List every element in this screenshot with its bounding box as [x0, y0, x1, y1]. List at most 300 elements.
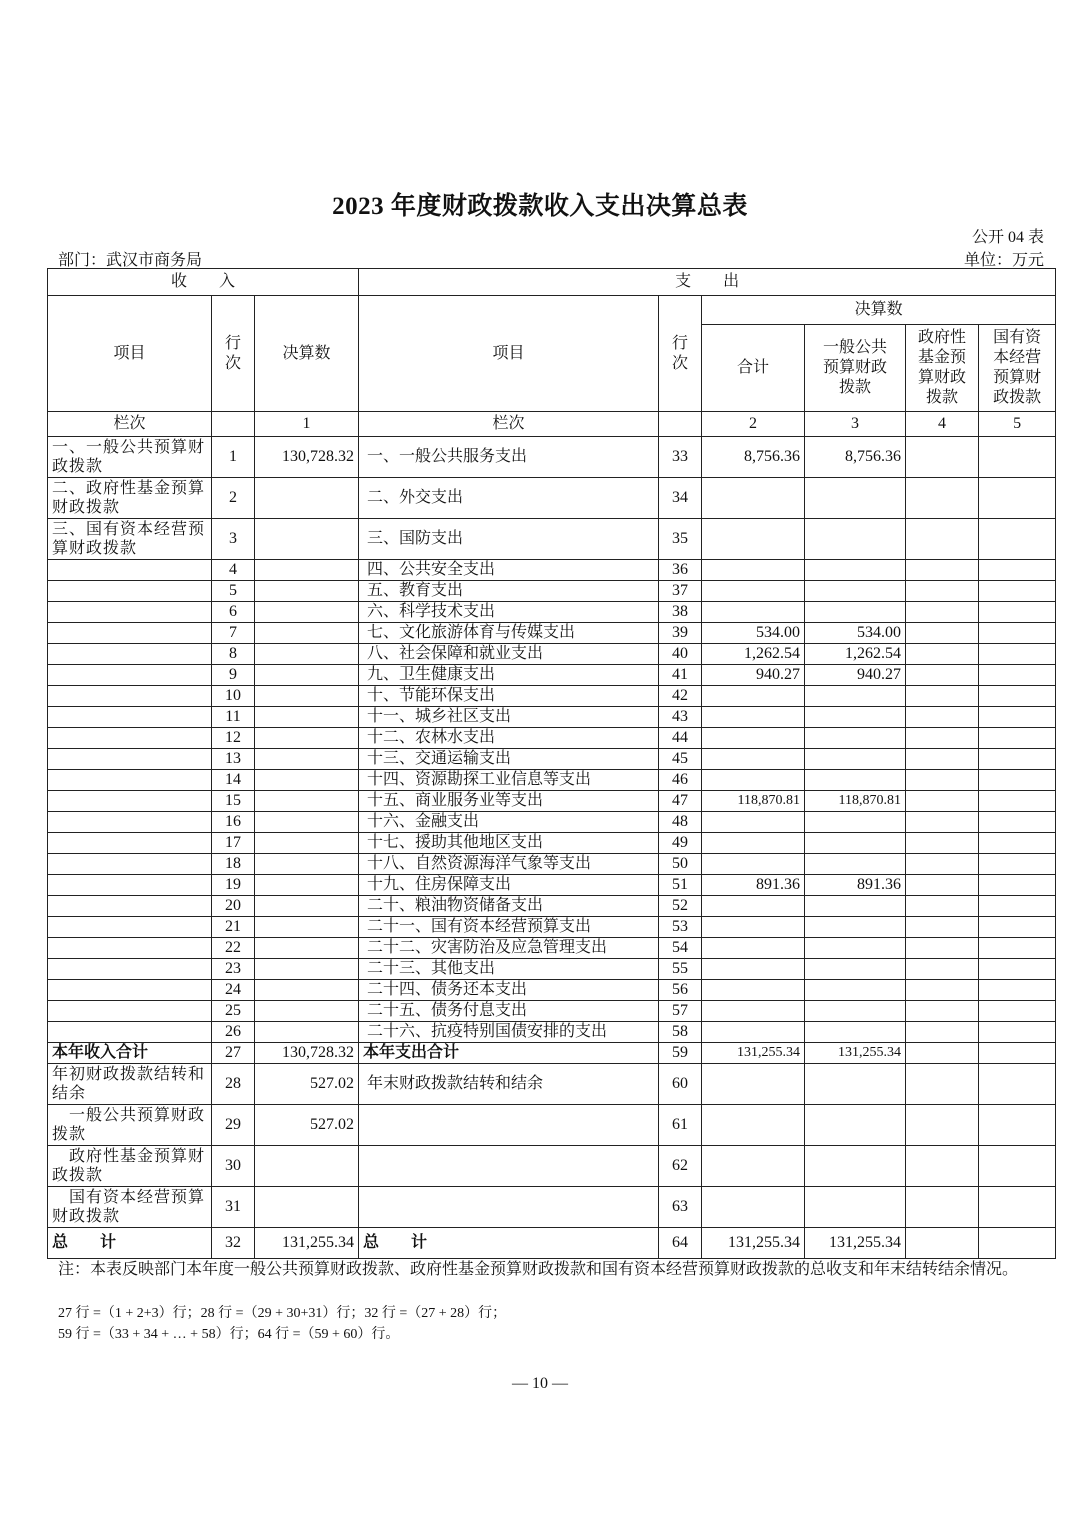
report-title: 2023 年度财政拨款收入支出决算总表 [332, 193, 748, 220]
state-capital-amount-cell [979, 854, 1056, 875]
state-capital-amount-cell [979, 749, 1056, 770]
total-amount-cell: 1,262.54 [702, 644, 805, 665]
income-row-no-cell: 18 [212, 854, 255, 875]
gov-fund-amount-cell [906, 1022, 979, 1043]
income-amount-cell [255, 770, 359, 791]
income-amount-cell [255, 749, 359, 770]
state-capital-amount-cell [979, 1146, 1056, 1187]
total-amount-cell: 940.27 [702, 665, 805, 686]
state-capital-amount-cell [979, 560, 1056, 581]
general-budget-amount-cell [805, 581, 906, 602]
income-item-cell [48, 1001, 212, 1022]
expense-row-no-cell: 59 [659, 1043, 702, 1064]
total-amount-cell [702, 581, 805, 602]
general-budget-amount-cell: 131,255.34 [805, 1228, 906, 1259]
page-number: — 10 — [512, 1375, 568, 1392]
total-amount-cell [702, 980, 805, 1001]
state-capital-amount-cell [979, 644, 1056, 665]
state-capital-amount-cell [979, 938, 1056, 959]
total-amount-cell [702, 749, 805, 770]
expense-item-cell: 三、国防支出 [359, 519, 659, 560]
income-amount-cell [255, 1187, 359, 1228]
gov-fund-amount-cell [906, 644, 979, 665]
table-row [48, 1146, 1056, 1187]
income-item-cell [48, 581, 212, 602]
col-index-2: 2 [702, 412, 805, 437]
expense-row-no-cell: 57 [659, 1001, 702, 1022]
income-amount-cell: 130,728.32 [255, 1043, 359, 1064]
amount-group-header: 决算数 [702, 296, 1056, 325]
general-budget-amount-cell: 940.27 [805, 665, 906, 686]
total-amount-cell [702, 1187, 805, 1228]
expense-row-no-cell: 47 [659, 791, 702, 812]
income-item-cell [48, 938, 212, 959]
expense-item-cell: 二、外交支出 [359, 478, 659, 519]
col-index-1: 1 [255, 412, 359, 437]
income-row-no-cell: 25 [212, 1001, 255, 1022]
gov-fund-amount-cell [906, 665, 979, 686]
income-amount-cell [255, 1146, 359, 1187]
expense-row-no-cell: 38 [659, 602, 702, 623]
state-capital-amount-cell [979, 1043, 1056, 1064]
state-capital-amount-cell [979, 1022, 1056, 1043]
general-budget-amount-cell [805, 770, 906, 791]
table-row [48, 980, 1056, 1001]
table-row [48, 1064, 1056, 1105]
total-amount-cell: 534.00 [702, 623, 805, 644]
expense-item-cell: 七、文化旅游体育与传媒支出 [359, 623, 659, 644]
expense-row-no-cell: 42 [659, 686, 702, 707]
expense-row-no-cell: 40 [659, 644, 702, 665]
general-budget-amount-cell [805, 560, 906, 581]
expense-row-no-cell: 39 [659, 623, 702, 644]
general-budget-amount-cell [805, 980, 906, 1001]
income-row-no-cell: 10 [212, 686, 255, 707]
income-amount-cell [255, 581, 359, 602]
gov-fund-amount-cell [906, 519, 979, 560]
general-budget-amount-cell [805, 707, 906, 728]
income-amount-cell [255, 560, 359, 581]
total-header: 合计 [702, 325, 805, 412]
income-item-cell: 二、政府性基金预算财政拨款 [48, 478, 212, 519]
general-budget-amount-cell [805, 812, 906, 833]
income-amount-cell [255, 519, 359, 560]
expense-item-cell: 十八、自然资源海洋气象等支出 [359, 854, 659, 875]
table-row [48, 1187, 1056, 1228]
income-item-cell [48, 560, 212, 581]
income-amount-cell [255, 623, 359, 644]
gov-fund-amount-cell [906, 896, 979, 917]
income-row-no-cell: 2 [212, 478, 255, 519]
income-item-cell [48, 896, 212, 917]
income-amount-cell [255, 875, 359, 896]
income-amount-cell [255, 602, 359, 623]
expense-row-no-cell: 41 [659, 665, 702, 686]
expense-item-cell: 六、科学技术支出 [359, 602, 659, 623]
formula-note-1: 27 行 =（1 + 2+3）行；28 行 =（29 + 30+31）行；32 行 =（27 + 28）行； [58, 1306, 507, 1321]
expense-item-cell: 十二、农林水支出 [359, 728, 659, 749]
income-item-cell [48, 980, 212, 1001]
income-item-cell: 年初财政拨款结转和结余 [48, 1064, 212, 1105]
income-item-cell [48, 770, 212, 791]
total-amount-cell: 131,255.34 [702, 1043, 805, 1064]
gov-fund-amount-cell [906, 728, 979, 749]
col-label-expense: 栏次 [359, 412, 659, 437]
table-row [48, 623, 1056, 644]
income-item-header: 项目 [48, 296, 212, 412]
general-budget-amount-cell: 534.00 [805, 623, 906, 644]
total-amount-cell: 118,870.81 [702, 791, 805, 812]
gov-fund-amount-cell [906, 917, 979, 938]
total-amount-cell [702, 833, 805, 854]
expense-item-cell: 总 计 [359, 1228, 659, 1259]
total-amount-cell [702, 1022, 805, 1043]
expense-row-no-cell: 45 [659, 749, 702, 770]
total-amount-cell [702, 917, 805, 938]
expense-item-cell: 十、节能环保支出 [359, 686, 659, 707]
income-amount-cell [255, 644, 359, 665]
gov-fund-header: 政府性基金预算财政拨款 [906, 325, 979, 412]
income-amount-cell [255, 917, 359, 938]
income-amount-cell: 131,255.34 [255, 1228, 359, 1259]
expense-item-cell: 年末财政拨款结转和结余 [359, 1064, 659, 1105]
income-item-cell [48, 917, 212, 938]
income-amount-cell: 527.02 [255, 1105, 359, 1146]
income-row-no-cell: 32 [212, 1228, 255, 1259]
table-row [48, 581, 1056, 602]
total-amount-cell [702, 728, 805, 749]
income-amount-cell [255, 1022, 359, 1043]
income-row-no-cell: 21 [212, 917, 255, 938]
total-amount-cell [702, 1105, 805, 1146]
table-row [48, 896, 1056, 917]
expense-row-no-cell: 35 [659, 519, 702, 560]
general-budget-amount-cell [805, 938, 906, 959]
general-budget-amount-cell [805, 917, 906, 938]
table-row [48, 1043, 1056, 1064]
expense-row-no-cell: 43 [659, 707, 702, 728]
total-amount-cell [702, 707, 805, 728]
table-row [48, 665, 1056, 686]
total-amount-cell [702, 1001, 805, 1022]
table-row [48, 1001, 1056, 1022]
income-row-no-cell: 9 [212, 665, 255, 686]
table-row [48, 1228, 1056, 1259]
income-amount-cell [255, 478, 359, 519]
table-row [48, 875, 1056, 896]
table-row [48, 686, 1056, 707]
income-row-no-cell: 14 [212, 770, 255, 791]
gov-fund-amount-cell [906, 1064, 979, 1105]
col-index-5: 5 [979, 412, 1056, 437]
income-item-cell [48, 791, 212, 812]
income-item-cell: 一般公共预算财政拨款 [48, 1105, 212, 1146]
gov-fund-amount-cell [906, 770, 979, 791]
general-budget-amount-cell [805, 1187, 906, 1228]
state-capital-amount-cell [979, 1105, 1056, 1146]
income-amount-cell: 130,728.32 [255, 437, 359, 478]
general-budget-amount-cell [805, 686, 906, 707]
footnote: 注：本表反映部门本年度一般公共预算财政拨款、政府性基金预算财政拨款和国有资本经营预算财政拨款的总收支和年末结转结余情况。 [58, 1261, 1019, 1278]
total-amount-cell [702, 896, 805, 917]
general-budget-header: 一般公共预算财政拨款 [805, 325, 906, 412]
gov-fund-amount-cell [906, 1043, 979, 1064]
table-row [48, 791, 1056, 812]
expense-row-no-cell: 46 [659, 770, 702, 791]
general-budget-amount-cell [805, 749, 906, 770]
state-capital-amount-cell [979, 581, 1056, 602]
total-amount-cell [702, 770, 805, 791]
state-capital-amount-cell [979, 728, 1056, 749]
expense-item-cell [359, 1146, 659, 1187]
general-budget-amount-cell [805, 602, 906, 623]
income-row-no-cell: 23 [212, 959, 255, 980]
income-row-no-cell: 19 [212, 875, 255, 896]
income-row-no-cell: 27 [212, 1043, 255, 1064]
total-amount-cell: 131,255.34 [702, 1228, 805, 1259]
income-amount-cell: 527.02 [255, 1064, 359, 1105]
income-item-cell [48, 644, 212, 665]
general-budget-amount-cell [805, 1001, 906, 1022]
expense-row-no-cell: 49 [659, 833, 702, 854]
income-row-no-cell: 22 [212, 938, 255, 959]
gov-fund-amount-cell [906, 791, 979, 812]
income-row-no-cell: 16 [212, 812, 255, 833]
expense-item-cell: 十六、金融支出 [359, 812, 659, 833]
income-row-no-cell: 12 [212, 728, 255, 749]
income-amount-cell [255, 938, 359, 959]
table-body [48, 269, 1056, 1259]
gov-fund-amount-cell [906, 938, 979, 959]
general-budget-amount-cell [805, 833, 906, 854]
state-capital-amount-cell [979, 1228, 1056, 1259]
income-item-cell [48, 623, 212, 644]
total-amount-cell [702, 854, 805, 875]
income-amount-cell [255, 791, 359, 812]
expense-item-cell: 十七、援助其他地区支出 [359, 833, 659, 854]
state-capital-amount-cell [979, 833, 1056, 854]
expense-item-cell: 十三、交通运输支出 [359, 749, 659, 770]
income-item-cell [48, 875, 212, 896]
gov-fund-amount-cell [906, 749, 979, 770]
formula-note-2: 59 行 =（33 + 34 + … + 58）行；64 行 =（59 + 60）行。 [58, 1327, 400, 1342]
budget-summary-table [47, 268, 1056, 1259]
col-index-empty-1 [212, 412, 255, 437]
income-amount-header: 决算数 [255, 296, 359, 412]
general-budget-amount-cell [805, 519, 906, 560]
expense-row-no-header: 行次 [659, 296, 702, 412]
state-capital-amount-cell [979, 707, 1056, 728]
gov-fund-amount-cell [906, 1105, 979, 1146]
state-capital-amount-cell [979, 602, 1056, 623]
expense-item-cell [359, 1105, 659, 1146]
income-row-no-header: 行次 [212, 296, 255, 412]
header-row-1 [48, 269, 1056, 296]
income-amount-cell [255, 812, 359, 833]
income-row-no-cell: 20 [212, 896, 255, 917]
state-capital-amount-cell [979, 980, 1056, 1001]
expense-row-no-cell: 62 [659, 1146, 702, 1187]
income-row-no-cell: 26 [212, 1022, 255, 1043]
gov-fund-amount-cell [906, 812, 979, 833]
general-budget-amount-cell [805, 728, 906, 749]
expense-item-cell: 四、公共安全支出 [359, 560, 659, 581]
total-amount-cell [702, 602, 805, 623]
general-budget-amount-cell [805, 1064, 906, 1105]
table-code: 公开 04 表 [971, 229, 1044, 246]
total-amount-cell [702, 938, 805, 959]
state-capital-amount-cell [979, 519, 1056, 560]
income-row-no-cell: 1 [212, 437, 255, 478]
state-capital-amount-cell [979, 917, 1056, 938]
table-row [48, 812, 1056, 833]
income-row-no-cell: 24 [212, 980, 255, 1001]
col-index-empty-2 [659, 412, 702, 437]
total-amount-cell [702, 519, 805, 560]
state-capital-amount-cell [979, 478, 1056, 519]
state-capital-amount-cell [979, 1064, 1056, 1105]
gov-fund-amount-cell [906, 686, 979, 707]
income-row-no-cell: 8 [212, 644, 255, 665]
income-item-cell [48, 602, 212, 623]
expense-item-cell: 一、一般公共服务支出 [359, 437, 659, 478]
state-capital-header: 国有资本经营预算财政拨款 [979, 325, 1056, 412]
expense-row-no-cell: 58 [659, 1022, 702, 1043]
total-amount-cell [702, 686, 805, 707]
expense-item-cell: 二十一、国有资本经营预算支出 [359, 917, 659, 938]
state-capital-amount-cell [979, 437, 1056, 478]
expense-row-no-cell: 51 [659, 875, 702, 896]
table-row [48, 519, 1056, 560]
table-row [48, 749, 1056, 770]
expense-header: 支 出 [359, 269, 1056, 296]
income-row-no-cell: 13 [212, 749, 255, 770]
table-row [48, 833, 1056, 854]
state-capital-amount-cell [979, 791, 1056, 812]
table-row [48, 917, 1056, 938]
expense-item-cell: 二十、粮油物资储备支出 [359, 896, 659, 917]
income-amount-cell [255, 707, 359, 728]
expense-row-no-cell: 50 [659, 854, 702, 875]
table-row [48, 478, 1056, 519]
total-amount-cell [702, 1146, 805, 1187]
income-row-no-cell: 29 [212, 1105, 255, 1146]
table-row [48, 644, 1056, 665]
income-item-cell: 本年收入合计 [48, 1043, 212, 1064]
col-index-4: 4 [906, 412, 979, 437]
income-item-cell [48, 728, 212, 749]
general-budget-amount-cell [805, 959, 906, 980]
expense-row-no-cell: 61 [659, 1105, 702, 1146]
expense-row-no-cell: 48 [659, 812, 702, 833]
gov-fund-amount-cell [906, 959, 979, 980]
expense-item-cell: 本年支出合计 [359, 1043, 659, 1064]
header-row-2 [48, 296, 1056, 325]
gov-fund-amount-cell [906, 833, 979, 854]
gov-fund-amount-cell [906, 1146, 979, 1187]
gov-fund-amount-cell [906, 1187, 979, 1228]
expense-item-cell: 二十三、其他支出 [359, 959, 659, 980]
income-header: 收 入 [48, 269, 359, 296]
income-item-cell: 三、国有资本经营预算财政拨款 [48, 519, 212, 560]
state-capital-amount-cell [979, 812, 1056, 833]
expense-row-no-cell: 63 [659, 1187, 702, 1228]
income-row-no-cell: 30 [212, 1146, 255, 1187]
income-item-cell [48, 854, 212, 875]
gov-fund-amount-cell [906, 623, 979, 644]
gov-fund-amount-cell [906, 560, 979, 581]
column-index-row [48, 412, 1056, 437]
state-capital-amount-cell [979, 623, 1056, 644]
expense-item-cell: 二十二、灾害防治及应急管理支出 [359, 938, 659, 959]
state-capital-amount-cell [979, 875, 1056, 896]
gov-fund-amount-cell [906, 478, 979, 519]
income-item-cell [48, 833, 212, 854]
table-row [48, 707, 1056, 728]
table-row [48, 602, 1056, 623]
income-amount-cell [255, 833, 359, 854]
state-capital-amount-cell [979, 770, 1056, 791]
income-item-cell: 政府性基金预算财政拨款 [48, 1146, 212, 1187]
expense-row-no-cell: 56 [659, 980, 702, 1001]
income-row-no-cell: 3 [212, 519, 255, 560]
expense-row-no-cell: 52 [659, 896, 702, 917]
expense-item-cell: 五、教育支出 [359, 581, 659, 602]
state-capital-amount-cell [979, 959, 1056, 980]
expense-item-cell: 十一、城乡社区支出 [359, 707, 659, 728]
gov-fund-amount-cell [906, 602, 979, 623]
gov-fund-amount-cell [906, 437, 979, 478]
income-row-no-cell: 5 [212, 581, 255, 602]
expense-item-cell: 二十五、债务付息支出 [359, 1001, 659, 1022]
expense-item-cell: 二十六、抗疫特别国债安排的支出 [359, 1022, 659, 1043]
expense-row-no-cell: 54 [659, 938, 702, 959]
total-amount-cell [702, 812, 805, 833]
income-row-no-cell: 17 [212, 833, 255, 854]
table-row [48, 770, 1056, 791]
income-item-cell: 国有资本经营预算财政拨款 [48, 1187, 212, 1228]
table-row [48, 728, 1056, 749]
expense-row-no-cell: 33 [659, 437, 702, 478]
income-item-cell [48, 749, 212, 770]
table-row [48, 1022, 1056, 1043]
expense-item-cell: 二十四、债务还本支出 [359, 980, 659, 1001]
gov-fund-amount-cell [906, 581, 979, 602]
expense-item-cell: 八、社会保障和就业支出 [359, 644, 659, 665]
expense-row-no-cell: 60 [659, 1064, 702, 1105]
expense-item-cell: 九、卫生健康支出 [359, 665, 659, 686]
unit-label: 单位：万元 [963, 252, 1044, 269]
income-item-cell [48, 665, 212, 686]
expense-row-no-cell: 55 [659, 959, 702, 980]
general-budget-amount-cell: 891.36 [805, 875, 906, 896]
income-row-no-cell: 28 [212, 1064, 255, 1105]
income-amount-cell [255, 1001, 359, 1022]
expense-item-header: 项目 [359, 296, 659, 412]
general-budget-amount-cell: 131,255.34 [805, 1043, 906, 1064]
table-row [48, 959, 1056, 980]
gov-fund-amount-cell [906, 1228, 979, 1259]
expense-item-cell: 十五、商业服务业等支出 [359, 791, 659, 812]
table-row [48, 560, 1056, 581]
general-budget-amount-cell: 118,870.81 [805, 791, 906, 812]
income-item-cell [48, 812, 212, 833]
income-item-cell [48, 707, 212, 728]
expense-row-no-cell: 36 [659, 560, 702, 581]
state-capital-amount-cell [979, 1001, 1056, 1022]
table-row [48, 938, 1056, 959]
general-budget-amount-cell [805, 1022, 906, 1043]
